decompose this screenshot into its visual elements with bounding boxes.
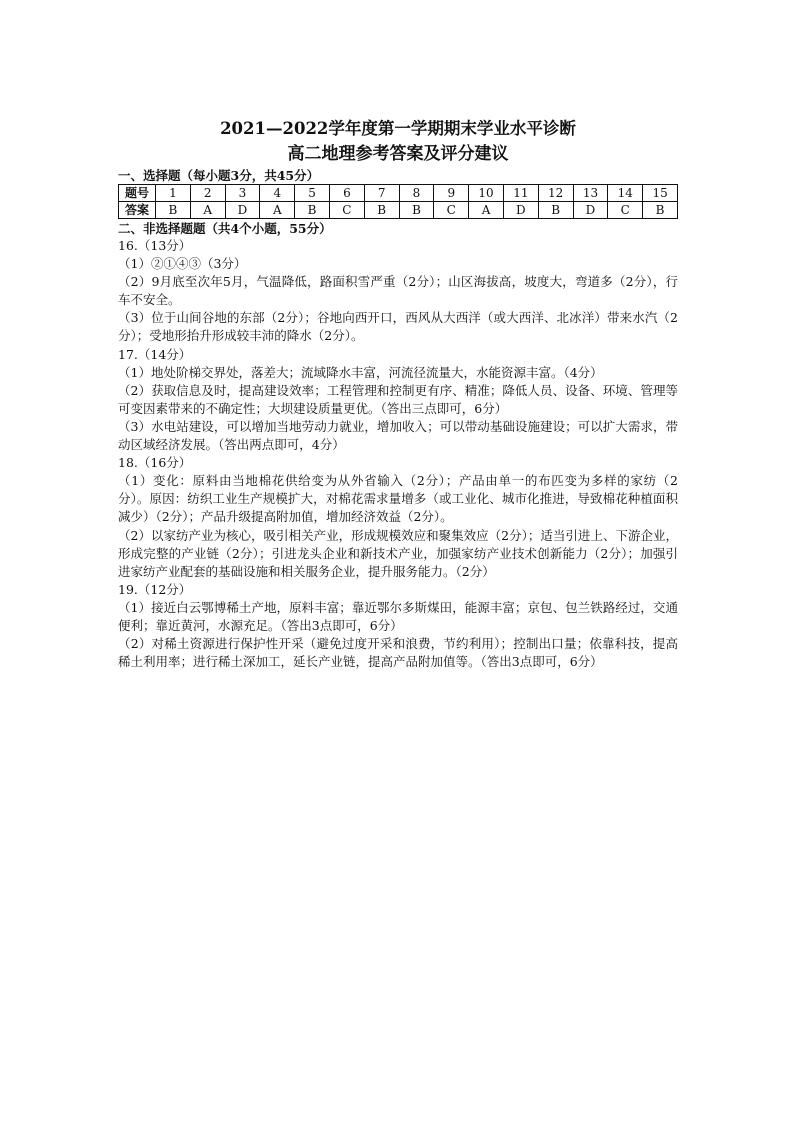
document-title: 2021—2022学年度第一学期期末学业水平诊断	[220, 119, 576, 138]
answer-cell: B	[295, 202, 330, 219]
answer-paragraph: （2）以家纺产业为核心，吸引相关产业，形成规模效应和聚集效应（2分）；适当引进上、下游企业，形成完整的产业链（2分）；引进龙头企业和新技术产业，加强家纺产业技术创新能力（2分）；加强引进家纺产业配套的基础设施和相关服务企业，提升服务能力。（2分）	[118, 527, 678, 579]
answer-paragraph: （3）位于山间谷地的东部（2分）；谷地向西开口，西风从大西洋（或大西洋、北冰洋）带来水汽（2分）；受地形抬升形成较丰沛的降水（2分）。	[118, 310, 678, 344]
question-header: 17.（14分）	[118, 346, 192, 362]
question-18	[118, 454, 678, 581]
question-16	[118, 237, 678, 346]
answer-cell: B	[643, 202, 678, 219]
question-19	[118, 581, 678, 671]
answer-paragraph: （1）接近白云鄂博稀土产地，原料丰富；靠近鄂尔多斯煤田，能源丰富；京包、包兰铁路经过，交通便利；靠近黄河，水源充足。（答出3点即可，6分）	[118, 599, 678, 633]
answer-paragraph: （2）9月底至次年5月，气温降低，路面积雪严重（2分）；山区海拔高，坡度大，弯道多（2分），行车不安全。	[118, 274, 678, 308]
answer-paragraph: （2）获取信息及时，提高建设效率；工程管理和控制更有序、精准；降低人员、设备、环境、管理等可变因素带来的不确定性；大坝建设质量更优。（答出三点即可，6分）	[118, 382, 678, 416]
question-number-cell: 7	[364, 185, 399, 202]
question-header: 16.（13分）	[118, 238, 192, 253]
answer-paragraph: （3）水电站建设，可以增加当地劳动力就业，增加收入；可以带动基础设施建设；可以扩大需求，带动区域经济发展。（答出两点即可，4分）	[118, 418, 678, 453]
question-header: 18.（16分）	[118, 455, 192, 471]
question-number-cell: 15	[643, 185, 678, 202]
answer-paragraph: （1）变化：原料由当地棉花供给变为从外省输入（2分）；产品由单一的布匹变为多样的家纺（2分）。原因：纺织工业生产规模扩大，对棉花需求量增多（或工业化、城市化推进，导致棉花种植面积减少）（2分）；产品升级提高附加值，增加经济效益（2分）。	[118, 473, 678, 525]
answer-cell: B	[156, 202, 191, 219]
question-number-cell: 9	[434, 185, 469, 202]
question-number-cell: 5	[295, 185, 330, 202]
answer-cell: A	[469, 202, 504, 219]
answer-table	[118, 184, 678, 219]
question-number-row	[119, 185, 678, 202]
answer-cell: B	[399, 202, 434, 219]
question-number-cell: 4	[260, 185, 295, 202]
question-17	[118, 346, 678, 455]
question-number-cell: 14	[608, 185, 643, 202]
question-number-cell: 3	[225, 185, 260, 202]
question-number-cell: 10	[469, 185, 504, 202]
answer-cell: D	[573, 202, 608, 219]
question-number-cell: 12	[538, 185, 573, 202]
question-number-cell: 8	[399, 185, 434, 202]
question-number-cell: 6	[329, 185, 364, 202]
answer-cell: C	[434, 202, 469, 219]
answer-key-content	[118, 118, 678, 671]
answer-row	[119, 202, 678, 219]
question-number-cell: 11	[503, 185, 538, 202]
answer-paragraph: （1）地处阶梯交界处，落差大；流域降水丰富，河流径流量大，水能资源丰富。（4分）	[118, 364, 603, 380]
question-header: 19.（12分）	[118, 581, 192, 597]
answer-cell: C	[608, 202, 643, 219]
question-number-cell: 13	[573, 185, 608, 202]
answer-paragraph: （2）对稀土资源进行保护性开采（避免过度开采和浪费，节约利用）；控制出口量；依靠科技，提高稀土利用率；进行稀土深加工，延长产业链，提高产品附加值等。（答出3点即可，6分）	[118, 636, 678, 670]
question-number-cell: 1	[156, 185, 191, 202]
row-label-answer: 答案	[119, 202, 156, 219]
answer-cell: D	[503, 202, 538, 219]
row-label-question: 题号	[119, 185, 156, 202]
answer-cell: C	[329, 202, 364, 219]
section-free-response-heading: 二、非选择题题（共4个小题，55分）	[118, 221, 332, 236]
answer-paragraph: （1）②①④③（3分）	[118, 256, 247, 272]
section-multiple-choice-heading: 一、选择题（每小题3分，共45分）	[118, 168, 320, 183]
answer-cell: A	[260, 202, 295, 219]
question-number-cell: 2	[190, 185, 225, 202]
answer-cell: B	[538, 202, 573, 219]
answer-cell: A	[190, 202, 225, 219]
answer-cell: D	[225, 202, 260, 219]
answer-cell: B	[364, 202, 399, 219]
document-subtitle: 高二地理参考答案及评分建议	[287, 144, 509, 164]
